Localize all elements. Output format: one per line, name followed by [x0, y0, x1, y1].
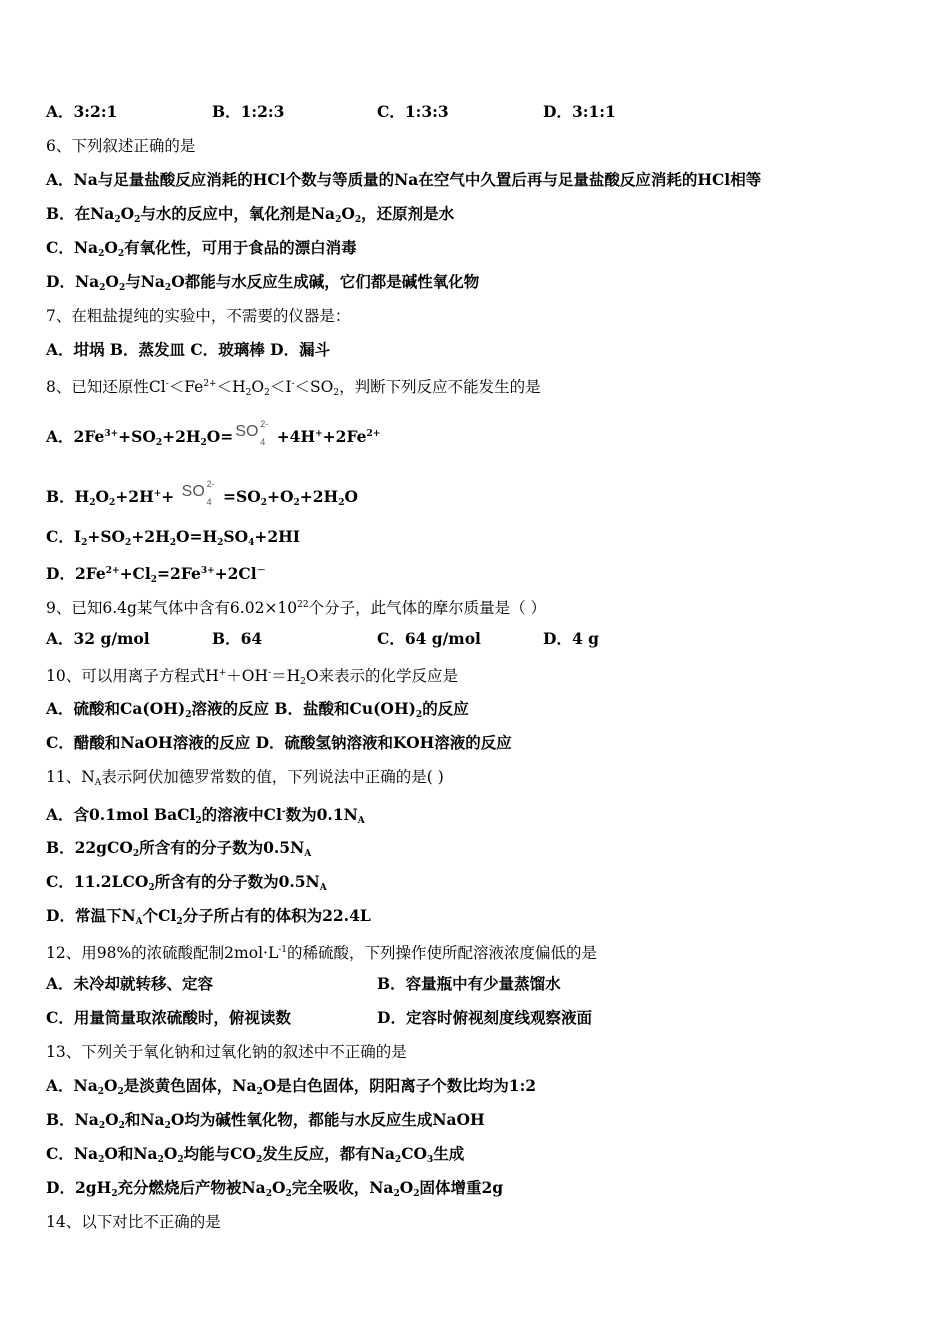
q8-option-d[interactable]: D．$2Fe^{2+}+Cl_2=2Fe^{3+}+2Cl^-$: [46, 564, 266, 585]
sulfate-ion-formula: SO 2- 4: [181, 479, 215, 507]
q10-options-cd[interactable]: C．醋酸和NaOH溶液的反应 D．硫酸氢钠溶液和KOH溶液的反应: [46, 733, 512, 752]
q10-stem: 10、可以用离子方程式$H^++OH^-=H_2O$来表示的化学反应是: [46, 667, 459, 687]
q8-stem: 8、已知还原性$Cl^-<Fe^{2+}<H_2O_2<I^-<SO_2$，判断下列反应不能发生的是: [46, 378, 541, 398]
q8-option-c[interactable]: C．$I_2+SO_2+2H_2O=H_2SO_4+2HI$: [46, 527, 301, 548]
q12-options-row-1: [46, 974, 906, 996]
q12-option-c[interactable]: C．用量筒量取浓硫酸时，俯视读数: [46, 1008, 291, 1027]
q6-stem: 6、下列叙述正确的是: [46, 137, 196, 155]
q11-option-b[interactable]: B．22gCO$_2$所含有的分子数为$0.5N_A$: [46, 838, 312, 859]
q6-option-a[interactable]: A．Na与足量盐酸反应消耗的HCl个数与等质量的Na在空气中久置后再与足量盐酸反应消耗的HCl相等: [46, 170, 762, 189]
q9-option-d[interactable]: D．4 g: [543, 629, 599, 648]
q11-option-a[interactable]: A．含0.1mol BaCl$_2$的溶液中Cl-数为$0.1N_A$: [46, 805, 365, 826]
q12-option-b[interactable]: B．容量瓶中有少量蒸馏水: [377, 974, 561, 993]
q6-option-c[interactable]: C．$Na_2O_2$有氧化性，可用于食品的漂白消毒: [46, 238, 357, 259]
q12-option-a[interactable]: A．未冷却就转移、定容: [46, 974, 214, 993]
q14-stem: 14、以下对比不正确的是: [46, 1213, 221, 1231]
q13-option-d[interactable]: D．$2gH_2$充分燃烧后产物被$Na_2O_2$完全吸收，$Na_2O_2$固体增重2g: [46, 1178, 504, 1199]
q5-option-b[interactable]: B．1:2:3: [212, 102, 285, 121]
q11-option-d[interactable]: D．常温下$N_A$个$Cl_2$分子所占有的体积为22.4L: [46, 906, 371, 927]
q9-options-row: [46, 629, 906, 651]
q13-option-b[interactable]: B．$Na_2O_2$和$Na_2O$均为碱性氧化物，都能与水反应生成NaOH: [46, 1110, 485, 1131]
q5-option-d[interactable]: D．3:1:1: [543, 102, 616, 121]
q8-option-b[interactable]: B．$H_2O_2+2H^++$ SO 2- 4 $=SO_2+O_2+2H_2O$: [46, 479, 358, 508]
q12-option-d[interactable]: D．定容时俯视刻度线观察液面: [377, 1008, 592, 1027]
q6-option-d[interactable]: D．$Na_2O_2$与$Na_2O$都能与水反应生成碱，它们都是碱性氧化物: [46, 272, 480, 293]
q9-option-a[interactable]: A．32 g/mol: [46, 629, 150, 648]
q12-stem: 12、用98%的浓硫酸配制$2mol\cdot L^{-1}$的稀硫酸，下列操作使所配溶液浓度偏低的是: [46, 944, 598, 962]
q9-stem: 9、已知6.4g某气体中含有$6.02\times 10^{22}$个分子，此气体的摩尔质量是（ ）: [46, 599, 547, 617]
q8-option-a[interactable]: A．$2Fe^{3+}+SO_2+2H_2O=$ SO 2- 4 $+4H^++2Fe^{2+}$: [46, 419, 381, 448]
q7-stem: 7、在粗盐提纯的实验中，不需要的仪器是：: [46, 307, 351, 325]
q13-option-c[interactable]: C．$Na_2O$和$Na_2O_2$均能与$CO_2$发生反应，都有$Na_2CO_3$生成: [46, 1144, 465, 1165]
q13-option-a[interactable]: A．$Na_2O_2$是淡黄色固体，$Na_2O$是白色固体，阴阳离子个数比均为1:2: [46, 1076, 537, 1097]
q9-option-c[interactable]: C．64 g/mol: [377, 629, 481, 648]
q13-stem: 13、下列关于氧化钠和过氧化钠的叙述中不正确的是: [46, 1043, 407, 1061]
q6-option-b[interactable]: B．在$Na_2O_2$与水的反应中，氧化剂是$Na_2O_2$，还原剂是水: [46, 204, 455, 225]
q11-stem: 11、$N_A$表示阿伏加德罗常数的值，下列说法中正确的是( ): [46, 768, 444, 788]
q10-options-ab[interactable]: A．硫酸和$Ca(OH)_2$溶液的反应 B．盐酸和$Cu(OH)_2$的反应: [46, 699, 469, 720]
q5-option-a[interactable]: A．3:2:1: [46, 102, 118, 121]
sulfate-ion-formula: SO 2- 4: [235, 419, 269, 447]
q12-options-row-2: [46, 1008, 906, 1030]
q11-option-c[interactable]: C．$11.2LCO_2$所含有的分子数为$0.5N_A$: [46, 872, 327, 893]
q7-options[interactable]: A．坩埚 B．蒸发皿 C．玻璃棒 D．漏斗: [46, 340, 331, 359]
q5-options-row: [46, 102, 906, 124]
q5-option-c[interactable]: C．1:3:3: [377, 102, 449, 121]
q9-option-b[interactable]: B．64: [212, 629, 263, 648]
